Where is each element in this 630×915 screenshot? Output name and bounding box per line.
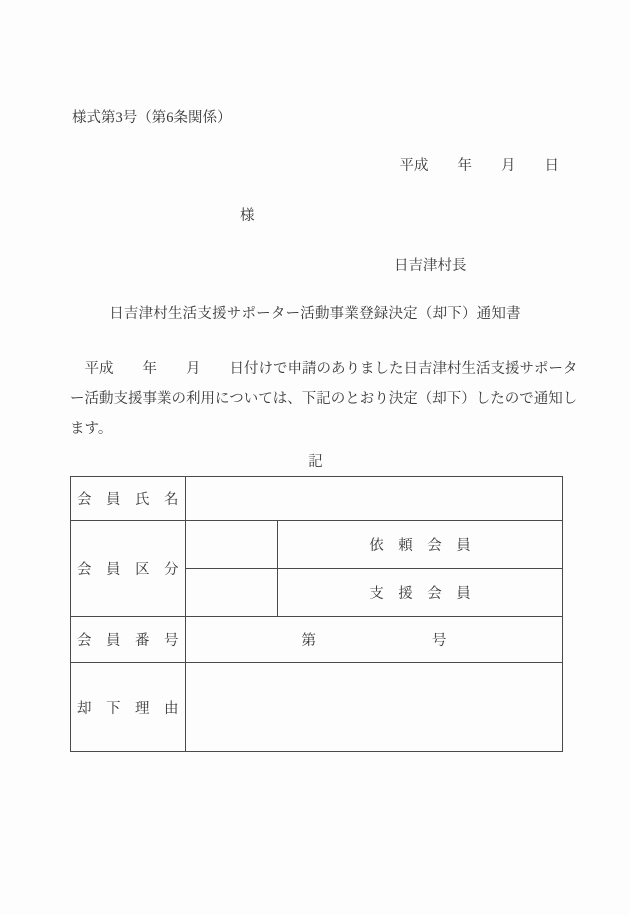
rejection-reason-value-cell bbox=[186, 663, 562, 751]
member-name-label-cell: 会 員 氏 名 bbox=[71, 477, 186, 521]
body-line-3: ます。 bbox=[70, 421, 113, 437]
category-request-mark-cell bbox=[186, 521, 278, 569]
member-number-suffix: 号 bbox=[432, 633, 447, 649]
member-number-value-cell bbox=[186, 617, 562, 663]
body-paragraph bbox=[70, 354, 590, 444]
category-support-mark-cell bbox=[186, 569, 278, 617]
decision-table bbox=[70, 476, 563, 752]
member-category-label-cell: 会 員 区 分 bbox=[71, 521, 186, 617]
member-name-value-cell bbox=[186, 477, 562, 521]
issue-date-line: 平成 年 月 日 bbox=[399, 158, 559, 174]
member-number-prefix: 第 bbox=[301, 633, 316, 649]
addressee-honorific: 様 bbox=[240, 208, 255, 224]
body-line-1: 平成 年 月 日付けで申請のありました日吉津村生活支援サポータ bbox=[70, 361, 578, 377]
sender-title: 日吉津村長 bbox=[394, 258, 467, 274]
record-heading: 記 bbox=[308, 454, 323, 470]
category-request-label-cell: 依 頼 会 員 bbox=[278, 521, 562, 569]
rejection-reason-label-cell: 却 下 理 由 bbox=[71, 663, 186, 751]
body-line-2: ー活動支援事業の利用については、下記のとおり決定（却下）したので通知し bbox=[70, 391, 578, 407]
document-title: 日吉津村生活支援サポーター活動事業登録決定（却下）通知書 bbox=[109, 306, 521, 322]
category-support-label-cell: 支 援 会 員 bbox=[278, 569, 562, 617]
form-number: 様式第3号（第6条関係） bbox=[72, 110, 232, 126]
member-number-label-cell: 会 員 番 号 bbox=[71, 617, 186, 663]
